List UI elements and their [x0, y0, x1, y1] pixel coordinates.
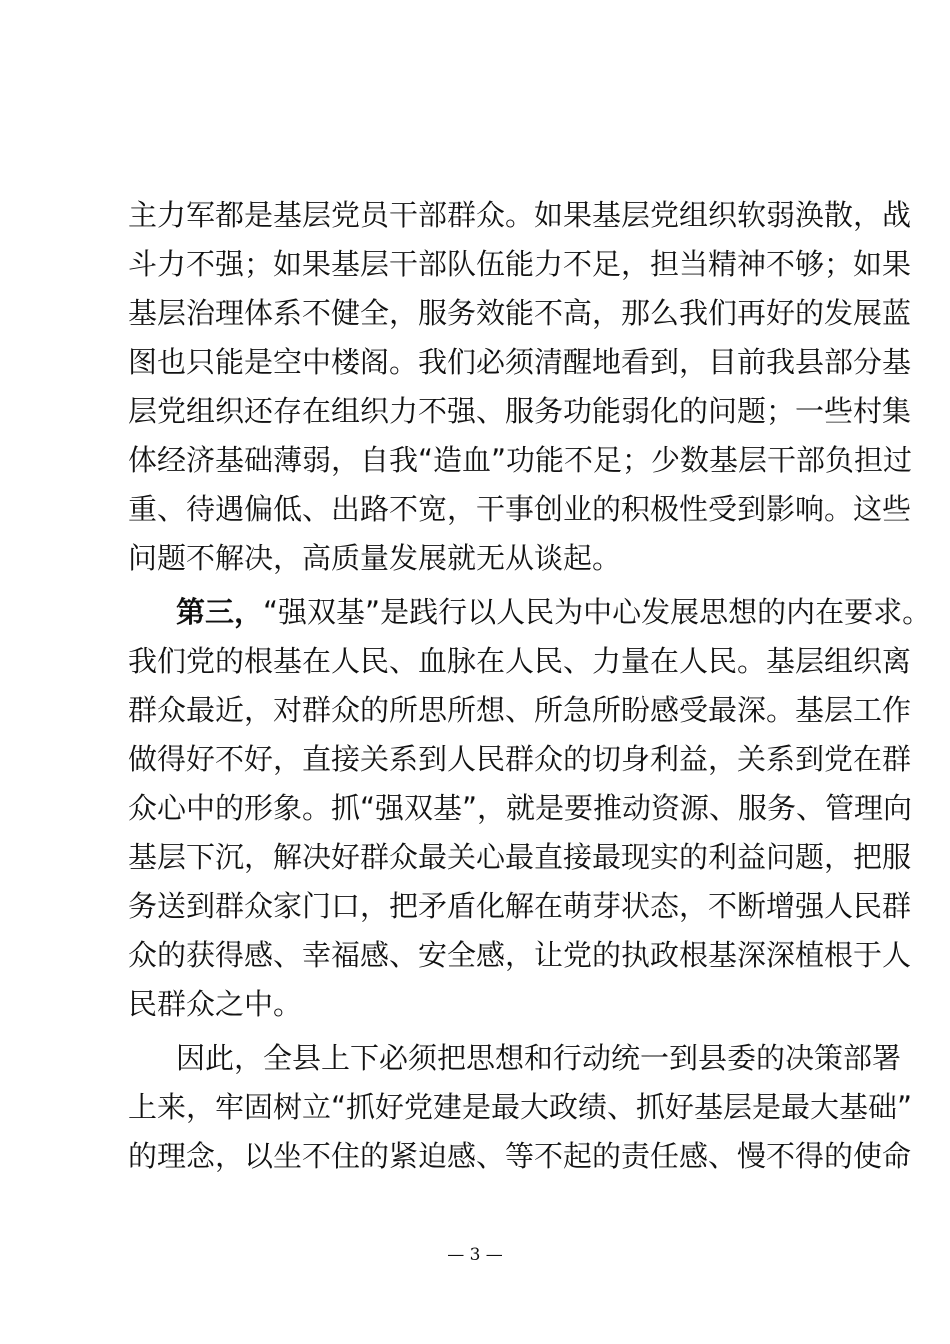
para3-line-8: 众的获得感、幸福感、安全感，让党的执政根基深深植根于人 — [128, 938, 912, 972]
body-line-3: 基层治理体系不健全，服务效能不高，那么我们再好的发展蓝 — [128, 296, 912, 330]
body-line-5: 层党组织还存在组织力不强、服务功能弱化的问题；一些村集 — [128, 394, 912, 428]
para3-line-5: 众心中的形象。抓“强双基”，就是要推动资源、服务、管理向 — [128, 791, 913, 825]
para4-line-1: 因此，全县上下必须把思想和行动统一到县委的决策部署 — [176, 1041, 902, 1075]
para4-line-3: 的理念，以坐不住的紧迫感、等不起的责任感、慢不得的使命 — [128, 1139, 912, 1173]
para3-line-7: 务送到群众家门口，把矛盾化解在萌芽状态，不断增强人民群 — [128, 889, 912, 923]
para3-lead: 第三， — [176, 595, 264, 629]
para4-line-2: 上来，牢固树立“抓好党建是最大政绩、抓好基层是最大基础” — [128, 1090, 913, 1124]
para3-line-3: 群众最近，对群众的所思所想、所急所盼感受最深。基层工作 — [128, 693, 912, 727]
para3-line-4: 做得好不好，直接关系到人民群众的切身利益，关系到党在群 — [128, 742, 912, 776]
body-line-6: 体经济基础薄弱，自我“造血”功能不足；少数基层干部负担过 — [128, 443, 913, 477]
body-line-2: 斗力不强；如果基层干部队伍能力不足，担当精神不够；如果 — [128, 247, 912, 281]
para3-first-line — [176, 594, 932, 630]
para3-line-9: 民群众之中。 — [128, 987, 303, 1021]
body-line-7: 重、待遇偏低、出路不宽，干事创业的积极性受到影响。这些 — [128, 492, 912, 526]
body-line-1: 主力军都是基层党员干部群众。如果基层党组织软弱涣散，战 — [128, 198, 912, 232]
para3-line-2: 我们党的根基在人民、血脉在人民、力量在人民。基层组织离 — [128, 644, 912, 678]
page-number: — 3 — — [447, 1245, 503, 1265]
para3-first-rest: “强双基”是践行以人民为中心发展思想的内在要求。 — [263, 595, 932, 629]
body-line-8: 问题不解决，高质量发展就无从谈起。 — [128, 541, 622, 575]
para3-line-6: 基层下沉，解决好群众最关心最直接最现实的利益问题，把服 — [128, 840, 912, 874]
body-line-4: 图也只能是空中楼阁。我们必须清醒地看到，目前我县部分基 — [128, 345, 912, 379]
